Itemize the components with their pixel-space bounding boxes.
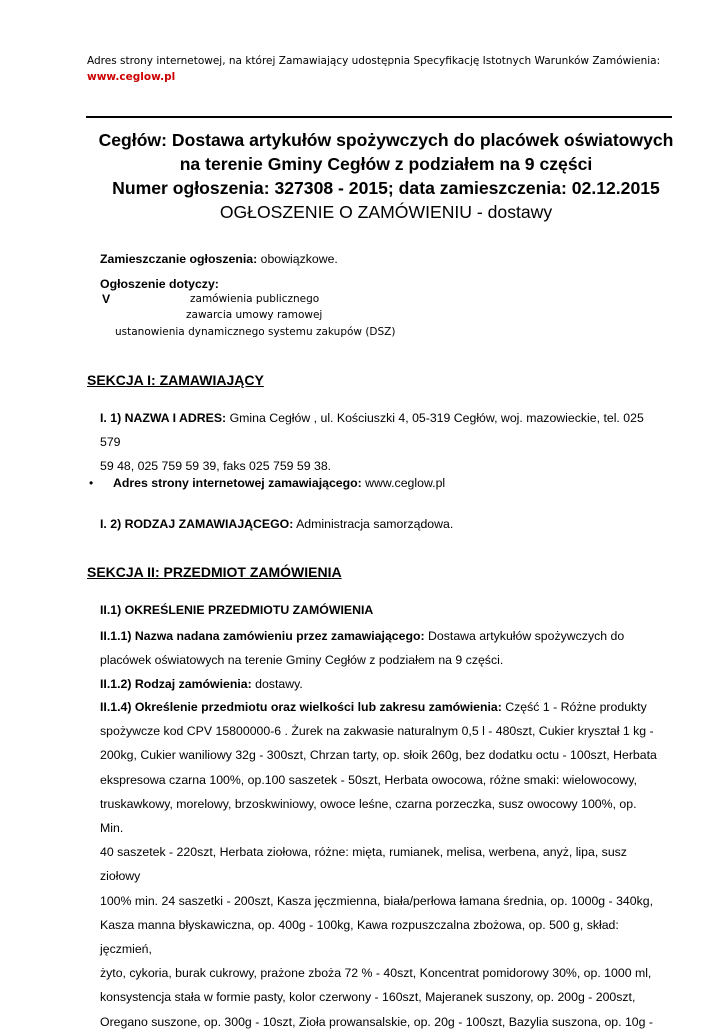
option-dynamic-system: ustanowienia dynamicznego systemu zakupów (DSZ) xyxy=(115,326,396,338)
concerns-label: Ogłoszenie dotyczy: xyxy=(100,277,219,291)
title-line-1: Cegłów: Dostawa artykułów spożywczych do placówek oświatowych xyxy=(98,130,674,150)
scope-line: ekspresowa czarna 100%, op.100 saszetek - 50szt, Herbata owocowa, różne smaki: wielowocowy, xyxy=(100,772,637,787)
scope-line: konsystencja stała w formie pasty, kolor czerwony - 160szt, Majeranek suszony, op. 200g - 200szt, xyxy=(100,990,636,1005)
section-1-heading: SEKCJA I: ZAMAWIAJĄCY xyxy=(87,372,264,388)
name-address-label: I. 1) NAZWA I ADRES: xyxy=(100,411,227,425)
website-label: Adres strony internetowej zamawiającego: xyxy=(113,476,362,490)
order-kind-value: dostawy. xyxy=(255,677,303,691)
bullet-icon: • xyxy=(89,476,94,490)
header-note xyxy=(87,53,687,85)
header-note-text: Adres strony internetowej, na której Zamawiający udostępnia Specyfikację Istotnych Warunków Zamówienia: xyxy=(87,55,661,67)
title-line-3: Numer ogłoszenia: 327308 - 2015; data zamieszczenia: 02.12.2015 xyxy=(112,178,660,198)
title-line-2: na terenie Gminy Cegłów z podziałem na 9 części xyxy=(179,154,593,174)
scope-line: 200kg, Cukier waniliowy 32g - 300szt, Chrzan tarty, op. słoik 260g, bez dodatku octu - 100szt, Herbata xyxy=(100,748,657,763)
section-2-heading: SEKCJA II: PRZEDMIOT ZAMÓWIENIA xyxy=(87,564,342,580)
checkmark-icon: V xyxy=(102,292,111,306)
title-line-4: OGŁOSZENIE O ZAMÓWIENIU - dostawy xyxy=(219,202,553,222)
order-scope xyxy=(100,695,660,1034)
scope-line: żyto, cykoria, burak cukrowy, prażone zboża 72 % - 40szt, Koncentrat pomidorowy 30%, op. 1000 ml, xyxy=(100,966,652,981)
order-name-value-2: placówek oświatowych na terenie Gminy Cegłów z podziałem na 9 części. xyxy=(100,653,504,668)
name-address-value-1: Gmina Cegłów , ul. Kościuszki 4, 05-319 Cegłów, woj. mazowieckie, tel. 025 579 xyxy=(100,411,644,450)
subject-subheading: II.1) OKREŚLENIE PRZEDMIOTU ZAMÓWIENIA xyxy=(100,603,374,617)
name-address-value-2: 59 48, 025 759 59 39, faks 025 759 59 38. xyxy=(100,459,332,474)
website-row xyxy=(113,476,445,490)
website-value[interactable]: www.ceglow.pl xyxy=(365,476,446,490)
order-kind-row xyxy=(100,677,303,691)
scope-line: spożywcze kod CPV 15800000-6 . Żurek na zakwasie naturalnym 0,5 l - 480szt, Cukier kryształ 1 kg - xyxy=(100,724,654,739)
contracting-authority-name xyxy=(100,406,660,479)
header-website-link[interactable]: www.ceglow.pl xyxy=(87,71,176,83)
order-name-label: II.1.1) Nazwa nadana zamówieniu przez zamawiającego: xyxy=(100,629,425,643)
scope-line: truskawkowy, morelowy, brzoskwiniowy, owoce leśne, czarna porzeczka, susz owocowy 100%, op. Min. xyxy=(100,796,637,836)
authority-type-value: Administracja samorządowa. xyxy=(296,517,454,531)
placement-label: Zamieszczanie ogłoszenia: xyxy=(100,252,258,266)
option-framework-agreement: zawarcia umowy ramowej xyxy=(186,309,323,321)
order-kind-label: II.1.2) Rodzaj zamówienia: xyxy=(100,677,252,691)
placement-row xyxy=(100,252,338,266)
order-scope-label: II.1.4) Określenie przedmiotu oraz wielkości lub zakresu zamówienia: xyxy=(100,700,502,714)
order-name-value-1: Dostawa artykułów spożywczych do xyxy=(428,629,625,643)
authority-type-row xyxy=(100,517,453,531)
option-public-contract: zamówienia publicznego xyxy=(190,293,320,305)
scope-line: 100% min. 24 saszetki - 200szt, Kasza jęczmienna, biała/perłowa łamana średnia, op. 1000g - 340kg, xyxy=(100,893,653,908)
authority-type-label: I. 2) RODZAJ ZAMAWIAJĄCEGO: xyxy=(100,517,294,531)
order-name xyxy=(100,624,660,672)
scope-line: Kasza manna błyskawiczna, op. 400g - 100kg, Kawa rozpuszczalna zbożowa, op. 500 g, skład: jęczmień, xyxy=(100,917,619,957)
scope-line: Oregano suszone, op. 300g - 10szt, Zioła prowansalskie, op. 20g - 100szt, Bazylia suszona, op. 10g - xyxy=(100,1014,653,1029)
page-title xyxy=(86,128,686,224)
placement-value: obowiązkowe. xyxy=(260,252,338,266)
order-scope-first: Część 1 - Różne produkty xyxy=(505,700,647,714)
scope-line: 40 saszetek - 220szt, Herbata ziołowa, różne: mięta, rumianek, melisa, werbena, anyż, lipa, susz ziołowy xyxy=(100,845,627,884)
horizontal-divider xyxy=(86,116,672,118)
